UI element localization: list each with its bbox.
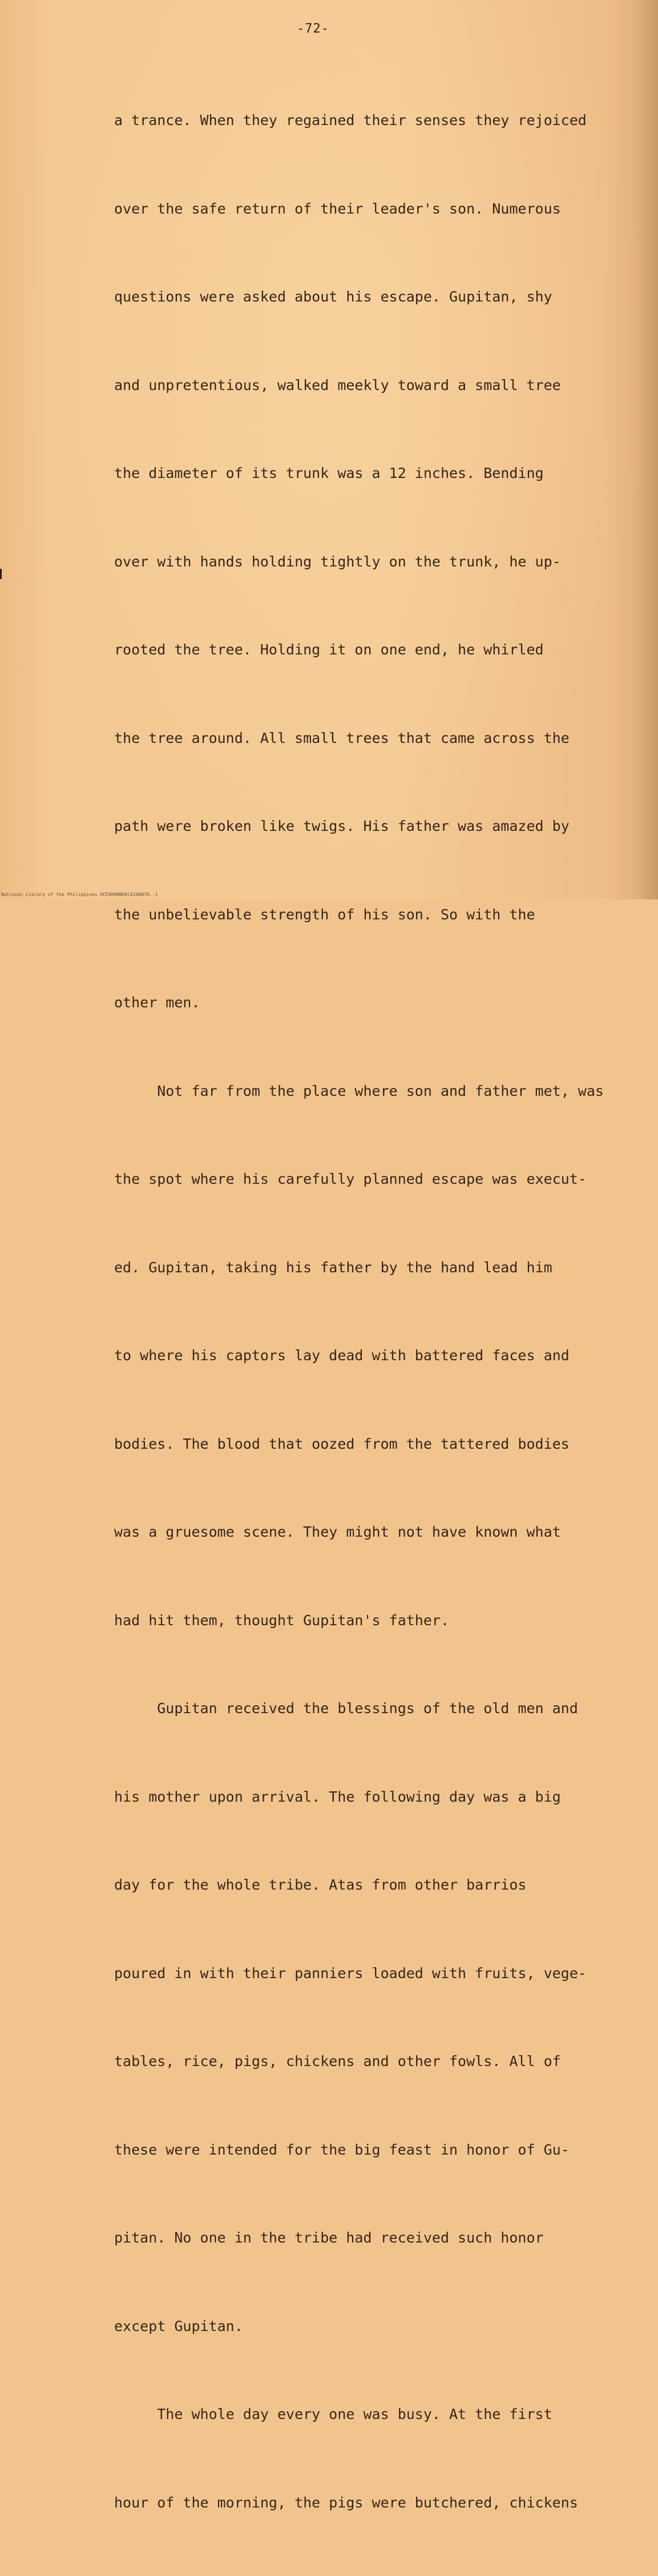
text-line: other men.	[114, 994, 200, 1011]
text-line: the spot where his carefully planned escape was execut-	[114, 1171, 587, 1187]
text-line: had hit them, thought Gupitan's father.	[114, 1611, 449, 1629]
text-line: pitan. No one in the tribe had received such honor	[114, 2229, 544, 2246]
text-line: the diameter of its trunk was a 12 inches. Bending	[114, 465, 544, 481]
text-line: Not far from the place where son and father met, was	[114, 1082, 604, 1099]
text-line: The whole day every one was busy. At the first	[114, 2406, 552, 2422]
page-number: -72-	[297, 22, 329, 36]
text-line: these were intended for the big feast in honor of Gu-	[114, 2141, 570, 2158]
text-line: a trance. When they regained their senses they rejoiced	[114, 112, 587, 128]
text-line: tables, rice, pigs, chickens and other fowls. All of	[114, 2053, 561, 2069]
text-line: rooted the tree. Holding it on one end, he whirled	[114, 641, 544, 658]
text-line: except Gupitan.	[114, 2317, 243, 2334]
archive-footer-stamp: National Library of the Philippines HCE00HNNHECAI00076..1	[1, 892, 158, 897]
binding-mark	[0, 569, 2, 579]
text-line: over the safe return of their leader's son. Numerous	[114, 200, 561, 217]
text-line: his mother upon arrival. The following day was a big	[114, 1788, 561, 1805]
text-line: over with hands holding tightly on the trunk, he up-	[114, 553, 561, 570]
text-line: the tree around. All small trees that came across the	[114, 729, 570, 746]
text-line: path were broken like twigs. His father was amazed by	[114, 818, 570, 834]
text-line: Gupitan received the blessings of the old men and	[114, 1700, 578, 1717]
text-line: hour of the morning, the pigs were butchered, chickens	[114, 2494, 578, 2511]
text-line: poured in with their panniers loaded with fruits, vege-	[114, 1964, 587, 1982]
text-line: the unbelievable strength of his son. So with the	[114, 906, 535, 923]
text-line: day for the whole tribe. Atas from other barrios	[114, 1876, 527, 1893]
text-line: to where his captors lay dead with battered faces and	[114, 1347, 570, 1364]
text-line: and unpretentious, walked meekly toward a small tree	[114, 376, 561, 393]
typewritten-body	[114, 47, 616, 2576]
text-line: bodies. The blood that oozed from the tattered bodies	[114, 1435, 570, 1452]
text-line: was a gruesome scene. They might not have known what	[114, 1524, 561, 1540]
text-line: ed. Gupitan, taking his father by the hand lead him	[114, 1259, 552, 1276]
page-edge-shadow	[635, 0, 658, 899]
text-line: questions were asked about his escape. Gupitan, shy	[114, 288, 552, 305]
